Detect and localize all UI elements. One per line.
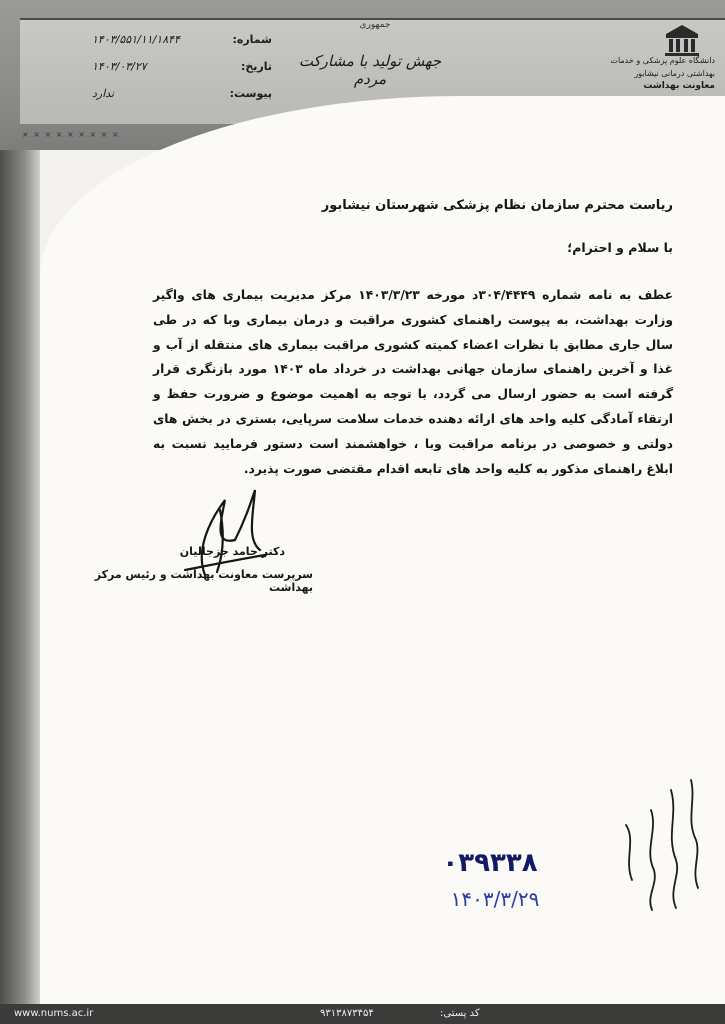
letter-body: عطف به نامه شماره ۳۰۴/۴۴۴۹د مورخه ۱۴۰۳/۳/۲۳ مرکز مدیریت بیماری های واگیر وزارت بهداشت، به پیوست راهنمای کشوری مراقبت و درمان بیماری وبا که در طی سال جاری مطابق با نظرات اعضاء کمیته کشوری مراقبت بیماری های منتقله از آب و غذا و آخرین راهنمای سازمان جهانی بهداشت در خرداد ماه ۱۴۰۳ مورد بازنگری قرار گرفته است به حضور ارسال می گردد، با توجه به اهمیت موضوع و ضرورت حفظ و ارتقاء آمادگی کلیه واحد های ارائه دهنده خدمات سلامت سرپایی، بستری در بخش های دولتی و خصوصی در برنامه مراقبت وبا ، خواهشمند است دستور فرمایید نسبت به ابلاغ راهنمای مذکور به کلیه واحد های تابعه اقدام مقتضی صورت پذیرد. [153, 288, 673, 476]
number-value: ۱۴۰۳/۵۵۱/۱۱/۱۸۴۴ [92, 33, 180, 46]
postal-code-label: کد پستی: [440, 1008, 480, 1019]
org-line-2: معاونت بهداشت [643, 81, 715, 91]
attachment-label: پیوست: [229, 87, 272, 100]
phone-number: ۹۳۱۳۸۷۳۴۵۴ [320, 1008, 374, 1019]
signer-name: دکتر حامد جزجالیان [179, 545, 285, 558]
slogan-top: جمهوری [359, 20, 391, 30]
organization-name [590, 54, 715, 93]
scan-mark-row: × × × × × × × × × [22, 130, 120, 139]
org-line-1: دانشگاه علوم پزشکی و خدمات بهداشتی درمانی نیشابور [610, 56, 715, 78]
university-logo-icon [662, 22, 702, 58]
attachment-value: ندارد [92, 87, 115, 100]
number-row [92, 26, 272, 53]
greeting-line: با سلام و احترام؛ [567, 240, 673, 255]
signer-title: سرپرست معاونت بهداشت و رئیس مرکز بهداشت [94, 568, 313, 594]
website-link: www.nums.ac.ir [14, 1008, 94, 1019]
registration-date: ۱۴۰۳/۳/۲۹ [450, 887, 540, 911]
letter-meta [92, 26, 272, 107]
recipient-line: ریاست محترم سازمان نظام پزشکی شهرستان نیشابور [321, 198, 673, 213]
date-value: ۱۴۰۳/۰۳/۲۷ [92, 60, 147, 73]
date-label: تاریخ: [240, 60, 272, 73]
number-label: شماره: [232, 33, 272, 46]
year-slogan: جهش تولید با مشارکت مردم [298, 52, 442, 88]
attachment-row [92, 80, 272, 107]
date-row [92, 53, 272, 80]
registration-number: ۰۳۹۳۳۸ [442, 848, 538, 878]
handwritten-note-icon [596, 770, 716, 920]
letter-footer [0, 1006, 725, 1024]
scan-left-shadow [0, 150, 40, 1024]
